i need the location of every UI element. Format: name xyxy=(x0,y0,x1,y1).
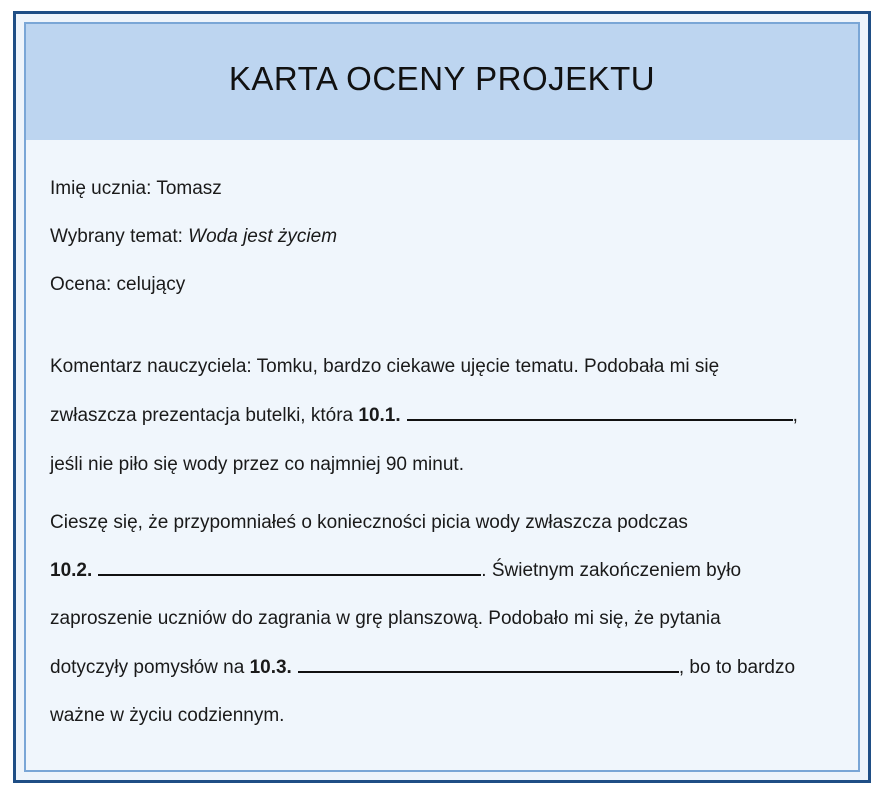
answer-blank-10-3[interactable] xyxy=(298,657,679,673)
comment-line-3: jeśli nie piło się wody przez co najmniej 90 minut. xyxy=(50,454,464,475)
comment-line-4: Cieszę się, że przypomniałeś o konieczności picia wody zwłaszcza podczas xyxy=(50,512,688,533)
card-title: KARTA OCENY PROJEKTU xyxy=(228,60,656,97)
comment-line-5 xyxy=(50,560,741,582)
card-header xyxy=(26,24,858,140)
student-name-value: Tomasz xyxy=(156,178,222,199)
comment-line-7-end: , bo to bardzo xyxy=(678,657,796,678)
comment-line-7 xyxy=(50,657,795,679)
answer-blank-10-1[interactable] xyxy=(407,405,793,421)
topic-line xyxy=(50,226,337,248)
grade-line xyxy=(50,274,185,296)
comment-line-2-end: , xyxy=(792,405,798,426)
comment-line-8: ważne w życiu codziennym. xyxy=(50,705,285,726)
comment-line-6: zaproszenie uczniów do zagrania w grę planszową. Podobało mi się, że pytania xyxy=(50,608,721,629)
gap-label-10-2: 10.2. xyxy=(50,560,93,581)
comment-line-7-text: dotyczyły pomysłów na xyxy=(50,657,250,678)
comment-line-2-text: zwłaszcza prezentacja butelki, która xyxy=(50,405,359,426)
topic-value: Woda jest życiem xyxy=(188,226,338,247)
card-body xyxy=(24,22,860,772)
student-name-label: Imię ucznia: xyxy=(50,178,157,199)
grade-label: Ocena: xyxy=(50,274,117,295)
grade-value: celujący xyxy=(116,274,186,295)
evaluation-card xyxy=(13,11,871,783)
gap-label-10-1: 10.1. xyxy=(358,405,401,426)
comment-line-1: Komentarz nauczyciela: Tomku, bardzo ciekawe ujęcie tematu. Podobała mi się xyxy=(50,356,720,377)
topic-label: Wybrany temat: xyxy=(50,226,189,247)
student-name-line xyxy=(50,178,222,200)
comment-line-5-text: . Świetnym zakończeniem było xyxy=(481,560,742,581)
comment-line-2 xyxy=(50,405,798,427)
gap-label-10-3: 10.3. xyxy=(249,657,292,678)
answer-blank-10-2[interactable] xyxy=(98,560,481,576)
